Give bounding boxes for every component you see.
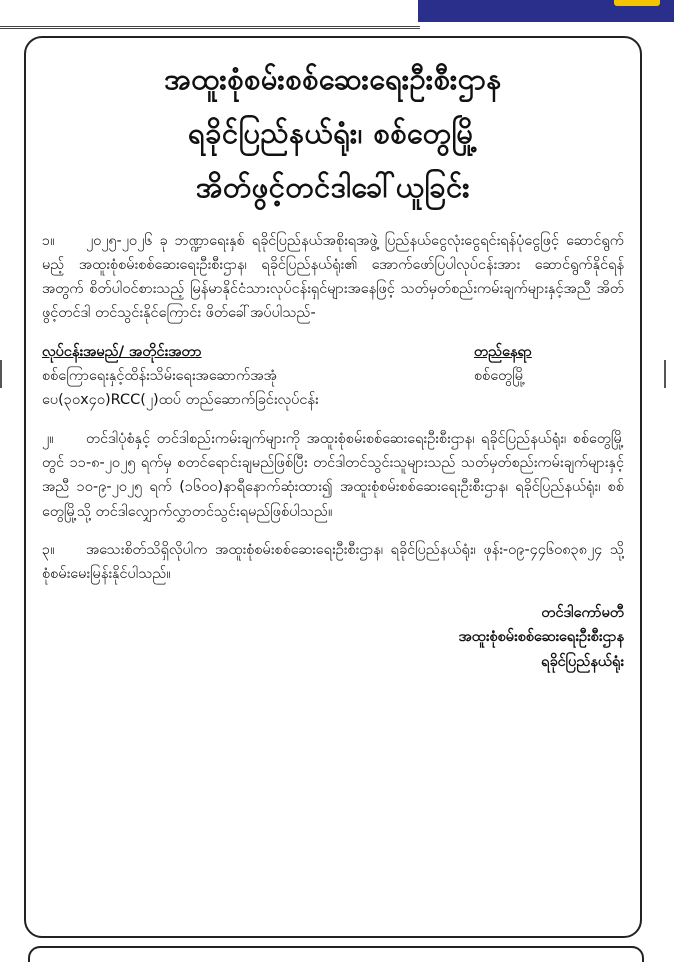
signature-committee: တင်ဒါကော်မတီ xyxy=(541,605,624,622)
tender-notice-box xyxy=(24,36,642,938)
tender-table-header xyxy=(42,340,624,364)
paragraph-1-number: ၁။ xyxy=(42,232,55,249)
paragraph-2-number: ၂။ xyxy=(42,430,54,447)
notice-body xyxy=(42,229,624,674)
work-name-line2: ပေ(၃၀x၄၀)RCC(၂)ထပ် တည်ဆောက်ခြင်းလုပ်ငန်း xyxy=(42,392,319,409)
title-line-tender: အိတ်ဖွင့်တင်ဒါခေါ်ယူခြင်း xyxy=(195,170,471,204)
header-location: တည်နေရာ xyxy=(474,343,532,360)
tender-table-row xyxy=(42,364,624,388)
work-location: စစ်တွေမြို့ xyxy=(474,368,526,385)
notice-title xyxy=(42,52,624,214)
paragraph-2 xyxy=(42,427,624,524)
signature-office: ရခိုင်ပြည်နယ်ရုံး xyxy=(541,653,624,670)
left-column-rule xyxy=(0,360,12,388)
title-line-department: အထူးစုံစမ်းစစ်ဆေးရေးဦးစီးဌာန xyxy=(164,62,502,96)
signature-block xyxy=(42,601,624,674)
title-line-office: ရခိုင်ပြည်နယ်ရုံး၊ စစ်တွေမြို့ xyxy=(188,116,478,150)
right-column-rule xyxy=(664,360,674,388)
signature-department: အထူးစုံစမ်းစစ်ဆေးရေးဦးစီးဌာန xyxy=(458,629,624,646)
paragraph-3 xyxy=(42,538,624,586)
paragraph-3-text: အသေးစိတ်သိရှိလိုပါက အထူးစုံစမ်းစစ်ဆေးရေးဦးစီးဌာန၊ ရခိုင်ပြည်နယ်ရုံး၊ ဖုန်း-၀၉-၄၄၆၀၈၃၈၂၄ သို့ စုံစမ်းမေးမြန်းနိုင်ပါသည်။ xyxy=(42,542,624,583)
paragraph-2-text: တင်ဒါပုံစံနှင့် တင်ဒါစည်းကမ်းချက်များကို အထူးစုံစမ်းစစ်ဆေးရေးဦးစီးဌာန၊ ရခိုင်ပြည်နယ်ရုံး၊ စစ်တွေမြို့တွင် ၁၁-၈-၂၀၂၅ ရက်မှ စတင်ရောင်းချမည်ဖြစ်ပြီး တင်ဒါတင်သွင်းသူများသည် သတ်မှတ်စည်းကမ်းချက်များနှင့်အညီ ၁၀-၉-၂၀၂၅ ရက် (၁၆၀၀)နာရီနောက်ဆုံးထား၍ အထူးစုံစမ်းစစ်ဆေးရေးဦးစီးဌာန၊ ရခိုင်ပြည်နယ်ရုံး၊ စစ်တွေမြို့သို့ တင်ဒါလျှောက်လွှာတင်သွင်းရမည်ဖြစ်ပါသည်။ xyxy=(42,430,624,520)
header-work-name: လုပ်ငန်းအမည်/ အတိုင်းအတာ xyxy=(42,343,202,360)
top-page-rule xyxy=(0,0,420,29)
work-name-line1: စစ်ကြောရေးနှင့်ထိန်းသိမ်းရေးအဆောက်အအုံ xyxy=(42,368,277,385)
paragraph-1-text: ၂၀၂၅-၂၀၂၆ ခု ဘဏ္ဍာရေးနှစ် ရခိုင်ပြည်နယ်အစိုးရအဖွဲ့ ပြည်နယ်ငွေလုံးငွေရင်းရန်ပုံငွေဖြင့် ဆောင်ရွက်မည့် အထူးစုံစမ်းစစ်ဆေးရေးဦးစီးဌာန၊ ရခိုင်ပြည်နယ်ရုံး၏ အောက်ဖော်ပြပါလုပ်ငန်းအား ဆောင်ရွက်နိုင်ရန်အတွက် စိတ်ပါဝင်စားသည့် မြန်မာနိုင်ငံသားလုပ်ငန်းရှင်များအနေဖြင့် သတ်မှတ်စည်းကမ်းချက်များနှင့်အညီ အိတ်ဖွင့်တင်ဒါ တင်သွင်းနိုင်ကြောင်း ဖိတ်ခေါ်အပ်ပါသည်- xyxy=(42,232,624,322)
banner-accent-tab xyxy=(614,0,660,6)
paragraph-3-number: ၃။ xyxy=(42,542,55,559)
paragraph-1 xyxy=(42,229,624,326)
